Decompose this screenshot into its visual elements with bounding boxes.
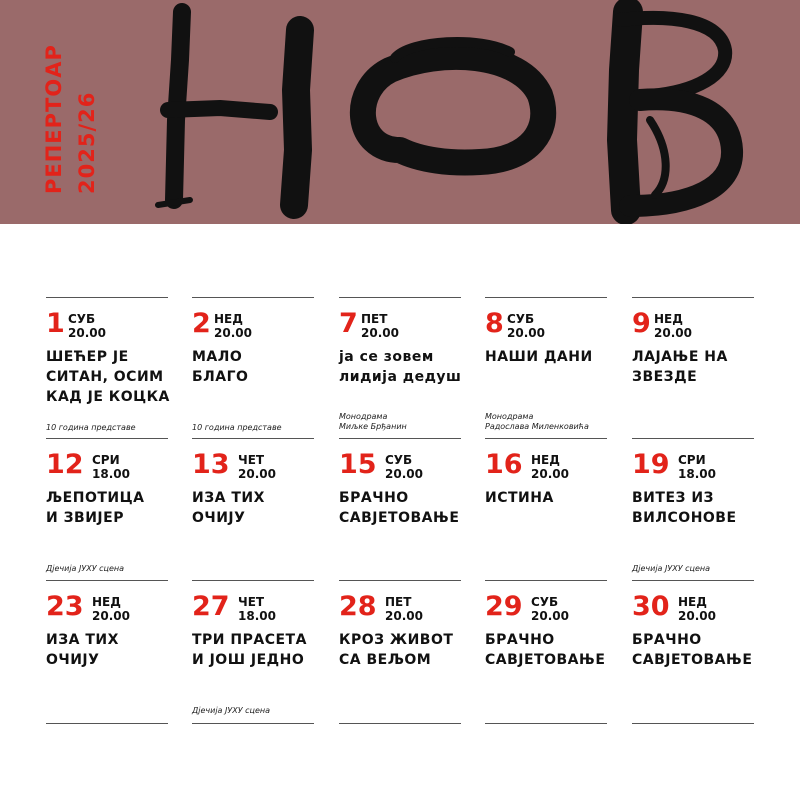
event-note: 10 година представе xyxy=(192,423,282,432)
event-day-number: 1 xyxy=(46,308,65,339)
divider-line xyxy=(485,723,607,724)
event-title: БРАЧНО САВЈЕТОВАЊЕ xyxy=(339,490,460,526)
event-title: ТРИ ПРАСЕТА И ЈОШ ЈЕДНО xyxy=(192,632,307,668)
event-weekday: НЕД xyxy=(654,312,683,326)
event-weekday-time xyxy=(92,595,130,623)
event-note: Дјечија ЈУХУ сцена xyxy=(192,706,271,715)
event-weekday: НЕД xyxy=(531,453,560,467)
event-weekday: СУБ xyxy=(531,595,559,609)
event-weekday: НЕД xyxy=(678,595,707,609)
event-weekday-time xyxy=(92,453,130,481)
event-card xyxy=(46,297,168,437)
event-time: 20.00 xyxy=(678,609,716,623)
event-card xyxy=(192,438,314,578)
event-title: ЉЕПОТИЦА И ЗВИЈЕР xyxy=(46,490,145,526)
event-title: ЛАЈАЊЕ НА ЗВЕЗДЕ xyxy=(632,349,728,385)
event-title: НАШИ ДАНИ xyxy=(485,349,593,365)
event-time: 20.00 xyxy=(507,326,545,340)
event-card xyxy=(485,297,607,437)
event-weekday: СУБ xyxy=(385,453,413,467)
event-weekday-time xyxy=(238,453,276,481)
event-note: Монодрама Радослава Миленковића xyxy=(485,412,589,431)
event-weekday-time xyxy=(214,312,252,340)
divider-line xyxy=(46,723,168,724)
divider-line xyxy=(485,297,607,298)
event-time: 18.00 xyxy=(678,467,716,481)
event-weekday: СРИ xyxy=(678,453,706,467)
divider-line xyxy=(46,438,168,439)
divider-line xyxy=(192,438,314,439)
event-weekday-time xyxy=(531,595,569,623)
event-day-number: 13 xyxy=(192,449,230,480)
event-day-number: 9 xyxy=(632,308,651,339)
event-time: 20.00 xyxy=(238,467,276,481)
event-weekday-time xyxy=(385,453,423,481)
event-card xyxy=(192,297,314,437)
event-card xyxy=(46,580,168,720)
event-weekday-time xyxy=(507,312,545,340)
event-card xyxy=(632,580,754,720)
season-label: 2025/26 xyxy=(75,91,99,194)
event-day-number: 7 xyxy=(339,308,358,339)
event-weekday-time xyxy=(531,453,569,481)
event-day-number: 2 xyxy=(192,308,211,339)
event-title: ВИТЕЗ ИЗ ВИЛСОНОВЕ xyxy=(632,490,737,526)
divider-line xyxy=(339,723,461,724)
title-brush-logo xyxy=(150,0,750,224)
event-note: Монодрама Миљке Брђанин xyxy=(339,412,407,431)
divider-line xyxy=(192,580,314,581)
event-weekday: ПЕТ xyxy=(361,312,388,326)
event-day-number: 28 xyxy=(339,591,377,622)
event-weekday: НЕД xyxy=(92,595,121,609)
event-weekday-time xyxy=(238,595,276,623)
event-weekday-time xyxy=(678,453,716,481)
event-time: 20.00 xyxy=(385,467,423,481)
event-title: ШЕЋЕР ЈЕ СИТАН, ОСИМ КАД ЈЕ КОЦКА xyxy=(46,349,170,405)
event-card xyxy=(339,580,461,720)
event-title: ја се зовем лидија дедуш xyxy=(339,349,462,385)
event-title: ИСТИНА xyxy=(485,490,554,506)
event-weekday: СУБ xyxy=(507,312,535,326)
event-weekday: СРИ xyxy=(92,453,120,467)
event-card xyxy=(632,297,754,437)
event-weekday: ПЕТ xyxy=(385,595,412,609)
divider-line xyxy=(192,297,314,298)
event-time: 20.00 xyxy=(361,326,399,340)
event-weekday-time xyxy=(654,312,692,340)
event-day-number: 19 xyxy=(632,449,670,480)
event-time: 20.00 xyxy=(531,609,569,623)
event-title: ИЗА ТИХ ОЧИЈУ xyxy=(46,632,119,668)
divider-line xyxy=(339,580,461,581)
event-day-number: 23 xyxy=(46,591,84,622)
event-day-number: 29 xyxy=(485,591,523,622)
event-note: Дјечија ЈУХУ сцена xyxy=(632,564,711,573)
event-weekday-time xyxy=(68,312,106,340)
event-time: 20.00 xyxy=(531,467,569,481)
event-day-number: 8 xyxy=(485,308,504,339)
event-time: 18.00 xyxy=(238,609,276,623)
event-day-number: 15 xyxy=(339,449,377,480)
event-card xyxy=(485,580,607,720)
event-card xyxy=(485,438,607,578)
event-weekday-time xyxy=(385,595,423,623)
divider-line xyxy=(632,723,754,724)
event-weekday-time xyxy=(361,312,399,340)
event-day-number: 30 xyxy=(632,591,670,622)
event-weekday: ЧЕТ xyxy=(238,453,265,467)
event-card xyxy=(192,580,314,720)
event-title: БРАЧНО САВЈЕТОВАЊЕ xyxy=(632,632,753,668)
divider-line xyxy=(485,580,607,581)
event-title: КРОЗ ЖИВОТ СА ВЕЉОМ xyxy=(339,632,454,668)
event-card xyxy=(46,438,168,578)
event-weekday: СУБ xyxy=(68,312,96,326)
event-time: 20.00 xyxy=(654,326,692,340)
event-title: ИЗА ТИХ ОЧИЈУ xyxy=(192,490,265,526)
event-note: 10 година представе xyxy=(46,423,136,432)
divider-line xyxy=(632,297,754,298)
event-time: 18.00 xyxy=(92,467,130,481)
event-note: Дјечија ЈУХУ сцена xyxy=(46,564,125,573)
event-weekday-time xyxy=(678,595,716,623)
divider-line xyxy=(46,580,168,581)
event-day-number: 27 xyxy=(192,591,230,622)
event-day-number: 16 xyxy=(485,449,523,480)
header-banner xyxy=(0,0,800,224)
event-day-number: 12 xyxy=(46,449,84,480)
divider-line xyxy=(485,438,607,439)
repertoire-label: РЕПЕРТОАР xyxy=(42,44,66,194)
event-time: 20.00 xyxy=(92,609,130,623)
divider-line xyxy=(339,438,461,439)
divider-line xyxy=(632,580,754,581)
event-card xyxy=(632,438,754,578)
divider-line xyxy=(192,723,314,724)
divider-line xyxy=(339,297,461,298)
event-weekday: ЧЕТ xyxy=(238,595,265,609)
divider-line xyxy=(632,438,754,439)
event-weekday: НЕД xyxy=(214,312,243,326)
event-time: 20.00 xyxy=(214,326,252,340)
event-card xyxy=(339,297,461,437)
divider-line xyxy=(46,297,168,298)
event-card xyxy=(339,438,461,578)
event-time: 20.00 xyxy=(385,609,423,623)
event-title: МАЛО БЛАГО xyxy=(192,349,249,385)
event-time: 20.00 xyxy=(68,326,106,340)
event-title: БРАЧНО САВЈЕТОВАЊЕ xyxy=(485,632,606,668)
